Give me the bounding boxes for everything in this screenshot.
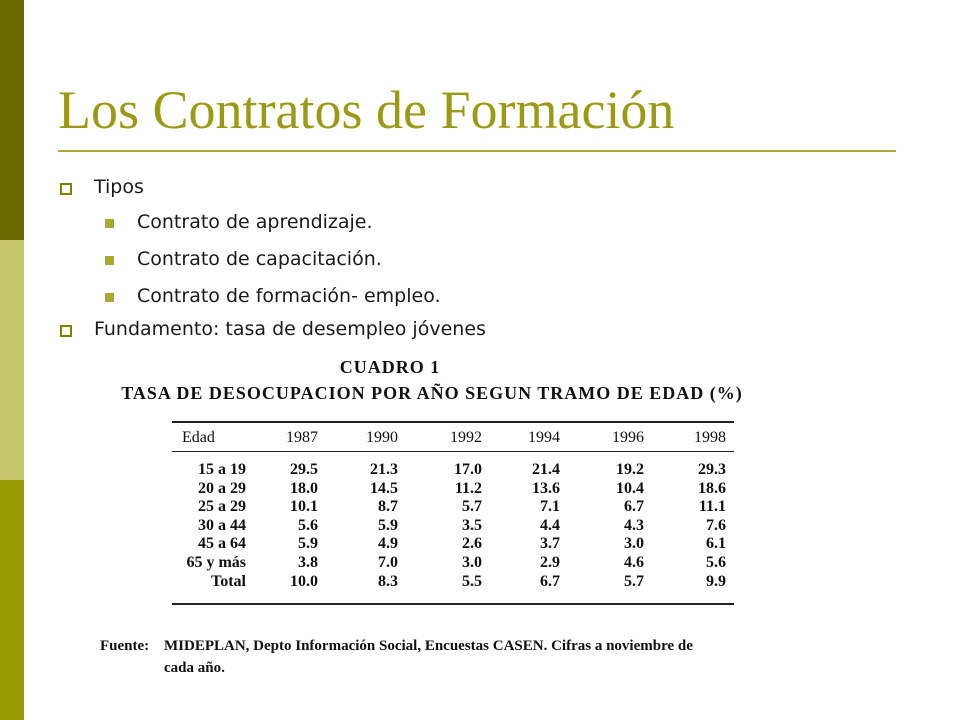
sidebar-segment-light — [0, 240, 24, 480]
table-header-cell: 1998 — [694, 429, 726, 446]
bullet-text: Fundamento: tasa de desempleo jóvenes — [94, 318, 486, 340]
table-cell: 18.0 — [290, 480, 318, 497]
table-cell: 3.7 — [540, 535, 560, 552]
table-cell: 3.0 — [624, 535, 644, 552]
table-cell: 9.9 — [706, 573, 726, 590]
table-subtitle: TASA DE DESOCUPACION POR AÑO SEGUN TRAMO DE EDAD (%) — [121, 383, 743, 403]
table-cell: 21.3 — [370, 461, 398, 478]
table-cell: 4.6 — [624, 554, 644, 571]
table-row-label: 15 a 19 — [198, 461, 246, 478]
sub-bullet-text: Contrato de aprendizaje. — [137, 211, 373, 233]
table-cell: 8.7 — [378, 498, 398, 515]
table-cell: 3.0 — [462, 554, 482, 571]
table-cell: 3.5 — [462, 517, 482, 534]
table-cell: 5.5 — [462, 573, 482, 590]
table-cell: 4.9 — [378, 535, 398, 552]
table-cell: 4.3 — [624, 517, 644, 534]
square-bullet-icon — [105, 293, 114, 302]
table-cell: 10.4 — [616, 480, 644, 497]
source-text-line: MIDEPLAN, Depto Información Social, Encuestas CASEN. Cifras a noviembre de — [164, 638, 693, 654]
table-cell: 11.2 — [454, 480, 482, 497]
table-cell: 17.0 — [454, 461, 482, 478]
table-cell: 5.6 — [298, 517, 318, 534]
title-underline — [58, 150, 896, 152]
table-header-cell: 1996 — [612, 429, 644, 446]
table-header-rule — [172, 451, 734, 452]
table-row-label: 20 a 29 — [198, 480, 246, 497]
table-header-cell: Edad — [182, 429, 215, 446]
sub-bullet-text: Contrato de capacitación. — [137, 248, 382, 270]
table-cell: 6.7 — [624, 498, 644, 515]
table-cell: 4.4 — [540, 517, 560, 534]
table-cell: 29.3 — [698, 461, 726, 478]
table-header-cell: 1992 — [450, 429, 482, 446]
table-cell: 7.0 — [378, 554, 398, 571]
table-cell: 2.6 — [462, 535, 482, 552]
table-cell: 21.4 — [532, 461, 560, 478]
sub-bullet-text: Contrato de formación- empleo. — [137, 285, 441, 307]
table-row-label: Total — [211, 573, 246, 590]
table-header-cell: 1987 — [286, 429, 318, 446]
table-cell: 14.5 — [370, 480, 398, 497]
square-bullet-icon — [105, 256, 114, 265]
table-cell: 5.9 — [378, 517, 398, 534]
table-bottom-rule — [172, 603, 734, 605]
table-header-cell: 1990 — [366, 429, 398, 446]
hollow-square-bullet-icon — [60, 325, 72, 337]
table-cell: 18.6 — [698, 480, 726, 497]
source-text-line: cada año. — [164, 660, 225, 676]
table-cell: 13.6 — [532, 480, 560, 497]
table-row-label: 30 a 44 — [198, 517, 246, 534]
table-cell: 7.6 — [706, 517, 726, 534]
table-cell: 8.3 — [378, 573, 398, 590]
table-cell: 29.5 — [290, 461, 318, 478]
table-caption: CUADRO 1 — [339, 357, 441, 377]
table-row-label: 65 y más — [186, 554, 246, 571]
sidebar-segment-dark — [0, 0, 24, 240]
table-cell: 6.1 — [706, 535, 726, 552]
table-cell: 7.1 — [540, 498, 560, 515]
table-cell: 10.1 — [290, 498, 318, 515]
table-cell: 5.6 — [706, 554, 726, 571]
slide-title: Los Contratos de Formación — [58, 80, 675, 140]
table-cell: 11.1 — [698, 498, 726, 515]
sidebar-segment-mid — [0, 480, 24, 720]
table-cell: 5.7 — [624, 573, 644, 590]
square-bullet-icon — [105, 219, 114, 228]
source-label: Fuente: — [100, 638, 150, 654]
table-header-cell: 1994 — [528, 429, 560, 446]
unemployment-table-figure — [100, 355, 820, 685]
hollow-square-bullet-icon — [60, 183, 72, 195]
sidebar-color-bar — [0, 0, 24, 720]
table-top-rule — [172, 421, 734, 423]
table-cell: 2.9 — [540, 554, 560, 571]
table-row-label: 25 a 29 — [198, 498, 246, 515]
table-cell: 19.2 — [616, 461, 644, 478]
table-row-label: 45 a 64 — [198, 535, 246, 552]
table-cell: 5.9 — [298, 535, 318, 552]
table-cell: 3.8 — [298, 554, 318, 571]
table-cell: 6.7 — [540, 573, 560, 590]
table-cell: 10.0 — [290, 573, 318, 590]
table-cell: 5.7 — [462, 498, 482, 515]
bullet-text: Tipos — [94, 176, 144, 198]
